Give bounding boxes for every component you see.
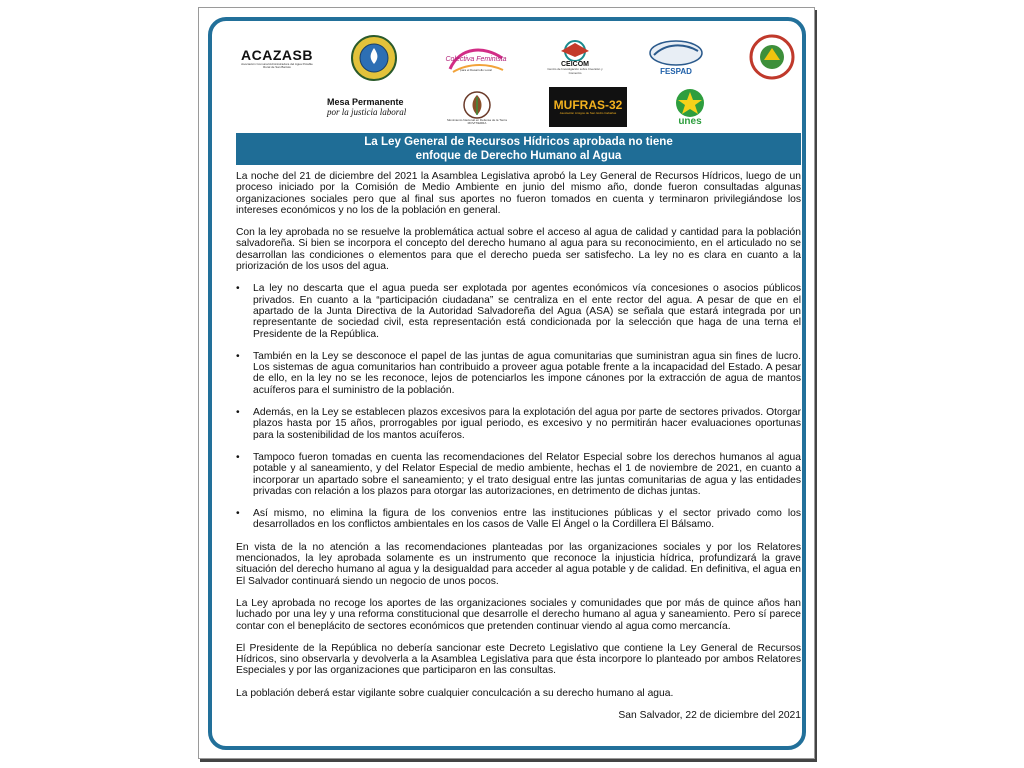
logo-movitierra [443,84,511,130]
logo-movitierra-name: MOVITIERRA [467,121,487,125]
logo-acazasb-name: ACAZASB [241,46,313,63]
logo-colectiva-caption: para el Desarrollo Local [460,67,492,72]
bullet-item [236,407,801,441]
document-page [198,7,815,759]
logo-fespad-name: FESPAD [660,66,692,76]
logo-colectiva-name: Colectiva Feminista [445,55,507,63]
logo-ceicom [543,34,607,80]
logo-alianza-mineria [747,32,797,82]
logo-mesa-line2: por la justicia laboral [327,107,407,117]
closing-date: San Salvador, 22 de diciembre del 2021 [618,709,801,721]
logo-seal-asociacion [349,33,399,83]
movitierra-emblem-icon [457,89,497,119]
logo-ceicom-name: CEICOM [561,61,589,69]
document-title [236,133,801,165]
paragraph-conclusion: En vista de la no atención a las recomendaciones planteadas por las organizaciones sociales y por los Relatores mencionados, la ley aprobada solamente es un instrumento que reconoce la injusticia hídrica, profundizará la grave situación del derecho humano al agua y la desigualdad para acceder al agua potable y de calidad. En definitiva, el agua en El Salvador continuará siendo un negocio de unos pocos. [236,541,801,587]
logo-mesa-line1: Mesa Permanente [327,97,404,107]
logo-acazasb [237,38,317,78]
logo-fespad [645,34,707,80]
bullet-text: La ley no descarta que el agua pueda ser explotada por agentes económicos vía concesiones o asocios públicos privados. En cuanto a la “participación ciudadana” se centraliza en el ente rector del agua. A pesar de que en el apartado de la Junta Directiva de la Autoridad Salvadoreña del Agua (ASA) se señala que estará integrada por un representante de sociedad civil, esta representación está condicionada por la selección que haga de una terna el Presidente de la República. [253,283,801,340]
fespad-emblem-icon [648,39,704,67]
logo-colectiva-feminista [443,36,509,80]
document-body [236,171,801,732]
logo-ceicom-caption: Centro de Investigación sobre Inversión y Comercio [547,67,603,75]
paragraph-contributions: La Ley aprobada no recoge los aportes de las organizaciones sociales y comunidades que por más de quince años han luchado por una ley y una reforma constitucional que desarrolle el derecho humano al agua y saneamiento. Pero sí parece contar con el beneplácito de sectores económicos que pretenden continuar viendo al agua como mercancía. [236,597,801,632]
logo-mufras-caption: Asociación Amigos de San Isidro Cabañas [559,111,617,116]
ceicom-emblem-icon [553,39,597,61]
bullet-item [236,350,801,396]
paragraph-president: El Presidente de la República no debería sancionar este Decreto Legislativo que contiene la Ley General de Recursos Hídricos, sino observarla y devolverla a la Asamblea Legislativa para que ésta incorpore lo planteado por ambos Relatores Especiales y por las organizaciones que participaron en las consultas. [236,642,801,677]
bullet-item [236,283,801,340]
title-line1: La Ley General de Recursos Hídricos aprobada no tiene [364,135,673,148]
logo-mufras-name: MUFRAS-32 [553,98,623,113]
bullet-icon: • [236,283,240,295]
paragraph-problem: Con la ley aprobada no se resuelve la problemática actual sobre el acceso al agua de calidad y cantidad para la población salvadoreña. Si bien se incorpora el concepto del derecho humano al agua para su reconocimiento, en el articulado no se desarrollan las condiciones o elementos para que el derecho pueda ser satisfecho. La ley no es clara en cuanto a la priorización de los usos del agua. [236,227,801,273]
logo-movitierra-caption: Movimiento Nacional en Defensa de la Tierra [447,117,507,122]
logo-mufras [549,87,627,127]
bullet-text: También en la Ley se desconoce el papel de las juntas de agua comunitarias que suministran agua sin fines de lucro. Los sistemas de agua comunitarios han contribuido a proveer agua potable frente a la incapacidad del Estado. A pesar de ello, en la ley no se les reconoce, lejos de potenciarlos les impone cánones por la extracción de agua de mantos acuíferos para el suministro de la población. [253,350,801,396]
title-line2: enfoque de Derecho Humano al Agua [415,149,622,162]
bullet-text: Tampoco fueron tomadas en cuenta las recomendaciones del Relator Especial sobre los derechos humanos al agua potable y al saneamiento, y del Relator Especial de medio ambiente, hechas el 1 de noviembre de 2021, en cuanto a incorporar un apartado sobre el saneamiento; y el trato desigual entre las juntas comunitarias de agua y las entidades privadas con relación a los plazos para otorgar las autorizaciones, en detrimento de dichas juntas. [253,451,801,497]
unes-star-icon [672,88,708,118]
bullet-item [236,508,801,531]
logo-acazasb-caption: Asociación Comunal Administradora del Agua Potable Rural de San Bartolo [241,61,313,69]
logo-unes [667,84,713,130]
bullet-icon: • [236,350,240,362]
bullet-text: Además, en la Ley se establecen plazos excesivos para la explotación del agua por parte de sectores privados. Otorgar plazos hasta por 15 años, prorrogables por igual periodo, es excesivo y no permitirán hacer evaluaciones oportunas para la sostenibilidad de los mantos acuíferos. [253,407,801,441]
bullet-icon: • [236,407,240,419]
bullet-icon: • [236,451,240,463]
bullet-list [236,283,801,530]
paragraph-intro: La noche del 21 de diciembre del 2021 la Asamblea Legislativa aprobó la Ley General de Recursos Hídricos, luego de un proceso iniciado por la Comisión de Medio Ambiente en junio del mismo año, donde fueron consultadas algunas organizaciones sociales pero que al final sus aportes no fueron tomados en cuenta y terminaron privilegiándose los intereses económicos y no los de la población en general. [236,171,801,216]
logo-unes-name: unes [678,115,702,127]
bullet-item [236,451,801,497]
logo-mesa-permanente [327,90,423,124]
bullet-icon: • [236,508,240,520]
paragraph-vigilance: La población deberá estar vigilante sobre cualquier conculcación a su derecho humano al agua. [236,687,674,699]
bullet-text: Así mismo, no elimina la figura de los convenios entre las instituciones públicas y el sector privado como los desarrollados en los conflictos ambientales en los casos de Valle El Ángel o la Cordillera El Bálsamo. [253,508,801,531]
